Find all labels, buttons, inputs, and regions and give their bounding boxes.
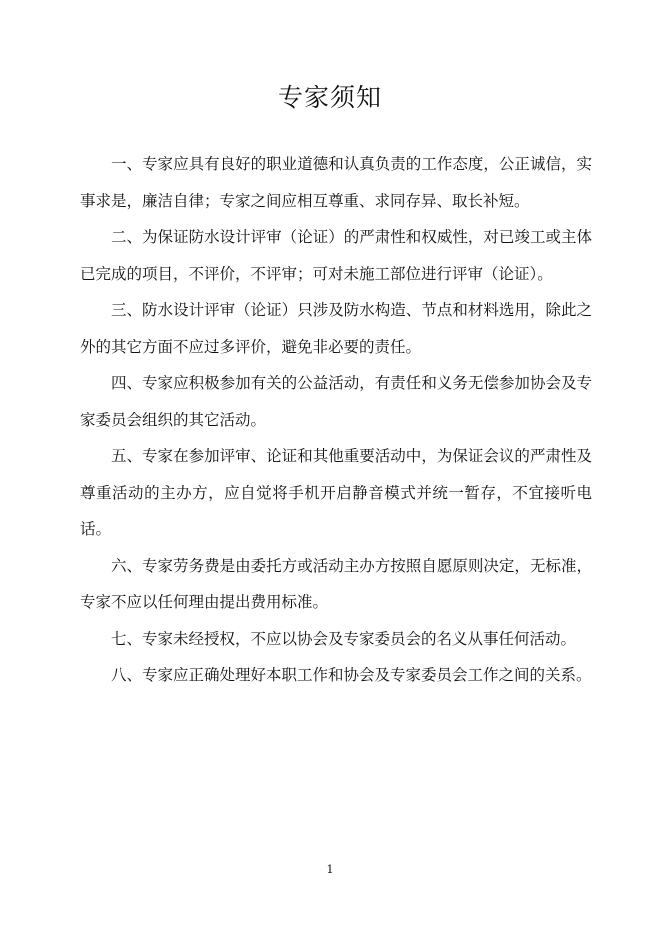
rule-paragraph-2: 二、为保证防水设计评审（论证）的严肃性和权威性，对已竣工或主体已完成的项目，不评价，不评审；可对未施工部位进行评审（论证）。 <box>80 228 592 283</box>
rule-paragraph-1: 一、专家应具有良好的职业道德和认真负责的工作态度，公正诚信，实事求是，廉洁自律；专家之间应相互尊重、求同存异、取长补短。 <box>80 155 592 210</box>
page-number: 1 <box>326 863 334 876</box>
rule-paragraph-5: 五、专家在参加评审、论证和其他重要活动中，为保证会议的严肃性及尊重活动的主办方，应自觉将手机开启静音模式并统一暂存，不宜接听电话。 <box>80 447 592 538</box>
page-title: 专家须知 <box>277 83 382 112</box>
rule-paragraph-3: 三、防水设计评审（论证）只涉及防水构造、节点和材料选用，除此之外的其它方面不应过多评价，避免非必要的责任。 <box>80 301 592 356</box>
rule-paragraph-7: 七、专家未经授权，不应以协会及专家委员会的名义从事任何活动。 <box>111 629 577 648</box>
rule-paragraph-6: 六、专家劳务费是由委托方或活动主办方按照自愿原则决定，无标准，专家不应以任何理由提出费用标准。 <box>80 556 592 611</box>
rule-paragraph-8: 八、专家应正确处理好本职工作和协会及专家委员会工作之间的关系。 <box>111 666 592 684</box>
document-body <box>80 146 592 694</box>
rule-paragraph-4: 四、专家应积极参加有关的公益活动，有责任和义务无偿参加协会及专家委员会组织的其它活动。 <box>80 374 592 429</box>
